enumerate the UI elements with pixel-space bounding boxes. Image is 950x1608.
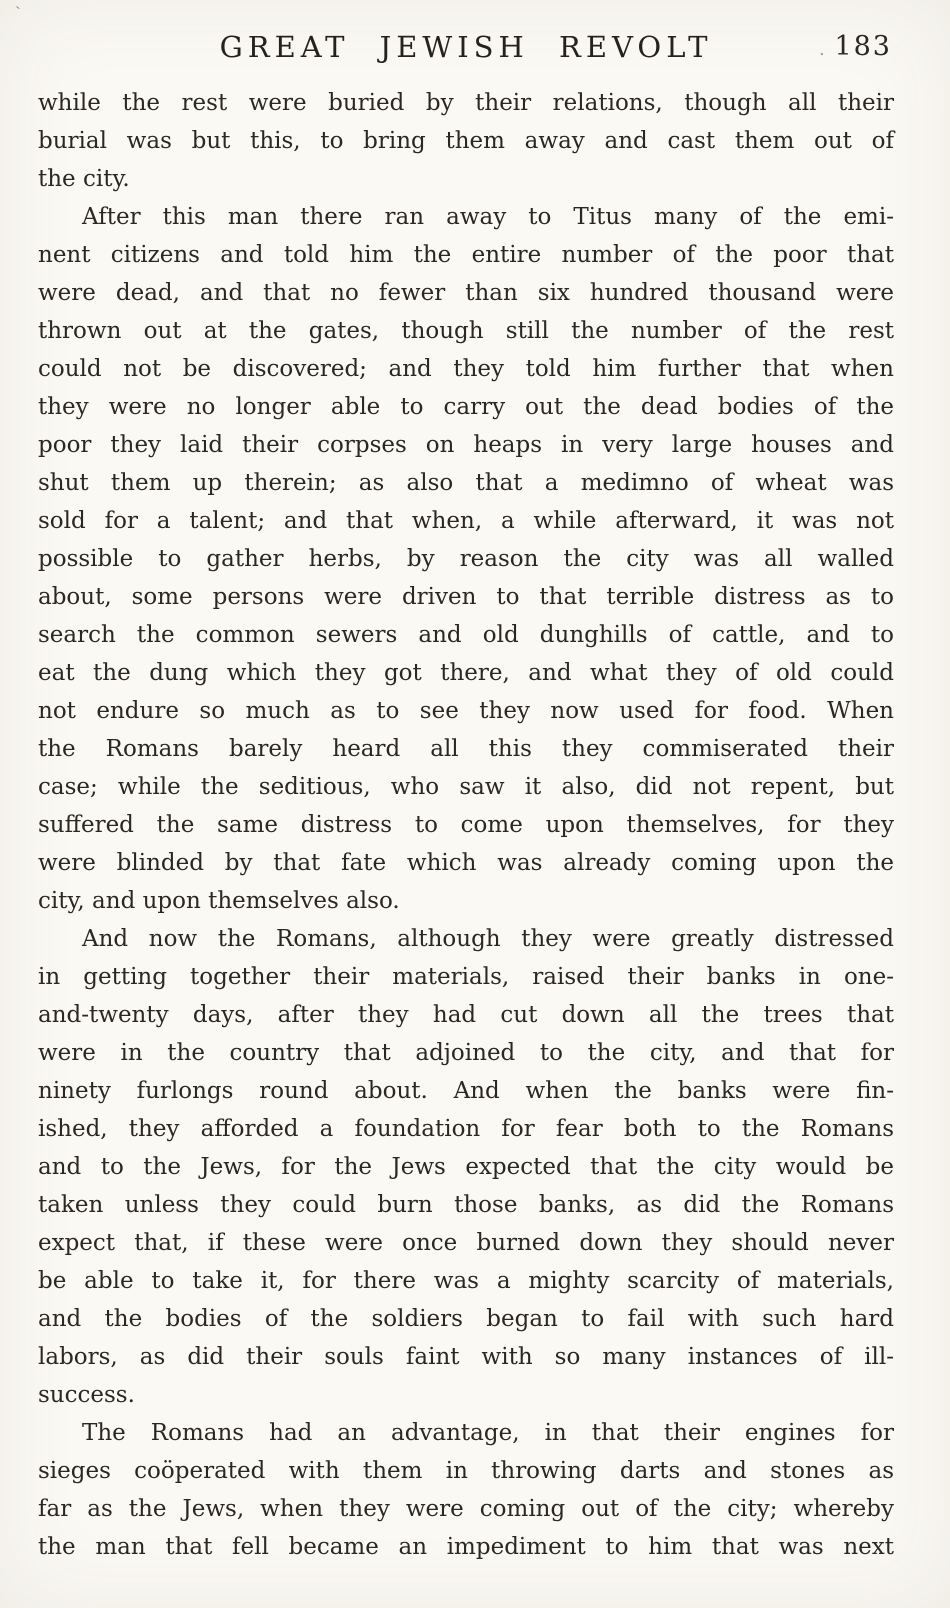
text-line: expect that, if these were once burned down they should never xyxy=(38,1230,894,1256)
text-line: and to the Jews, for the Jews expected that the city would be xyxy=(38,1154,894,1180)
text-line: labors, as did their souls faint with so many instances of ill- xyxy=(38,1344,894,1370)
text-line: about, some persons were driven to that terrible distress as to xyxy=(38,584,894,610)
text-line: The Romans had an advantage, in that their engines for xyxy=(82,1420,894,1446)
text-line: be able to take it, for there was a mighty scarcity of materials, xyxy=(38,1268,894,1294)
text-line: ished, they afforded a foundation for fear both to the Romans xyxy=(38,1116,894,1142)
text-line: the Romans barely heard all this they commiserated their xyxy=(38,736,894,762)
text-line: could not be discovered; and they told him further that when xyxy=(38,356,894,382)
scan-artifact-mark: ` xyxy=(14,3,26,23)
text-line: poor they laid their corpses on heaps in very large houses and xyxy=(38,432,894,458)
text-line: ninety furlongs round about. And when the banks were fin- xyxy=(38,1078,894,1104)
text-line: while the rest were buried by their relations, though all their xyxy=(38,90,894,116)
text-line: nent citizens and told him the entire number of the poor that xyxy=(38,242,894,268)
page-header xyxy=(38,24,894,70)
text-line: eat the dung which they got there, and what they of old could xyxy=(38,660,894,686)
text-line: they were no longer able to carry out the dead bodies of the xyxy=(38,394,894,420)
text-line: thrown out at the gates, though still the number of the rest xyxy=(38,318,894,344)
text-line: the city. xyxy=(38,166,130,192)
paragraph xyxy=(38,84,894,198)
paragraph xyxy=(38,920,894,1414)
text-line: were in the country that adjoined to the city, and that for xyxy=(38,1040,894,1066)
text-block xyxy=(38,84,894,1566)
text-line: sold for a talent; and that when, a while afterward, it was not xyxy=(38,508,894,534)
text-line: in getting together their materials, raised their banks in one- xyxy=(38,964,894,990)
text-line: far as the Jews, when they were coming out of the city; whereby xyxy=(38,1496,894,1522)
text-line: suffered the same distress to come upon themselves, for they xyxy=(38,812,894,838)
text-line: burial was but this, to bring them away and cast them out of xyxy=(38,128,894,154)
text-line: not endure so much as to see they now used for food. When xyxy=(38,698,894,724)
paragraph xyxy=(38,198,894,920)
text-line: were dead, and that no fewer than six hundred thousand were xyxy=(38,280,894,306)
page-number: . 183 xyxy=(819,24,892,73)
text-line: And now the Romans, although they were greatly distressed xyxy=(82,926,894,952)
text-line: were blinded by that fate which was already coming upon the xyxy=(38,850,894,876)
text-line: sieges coöperated with them in throwing darts and stones as xyxy=(38,1458,894,1484)
text-line: After this man there ran away to Titus many of the emi- xyxy=(82,204,894,230)
text-line: taken unless they could burn those banks, as did the Romans xyxy=(38,1192,894,1218)
text-line: the man that fell became an impediment to him that was next xyxy=(38,1534,894,1560)
text-line: and-twenty days, after they had cut down all the trees that xyxy=(38,1002,894,1028)
paragraph xyxy=(38,1414,894,1566)
text-line: and the bodies of the soldiers began to fail with such hard xyxy=(38,1306,894,1332)
text-line: possible to gather herbs, by reason the city was all walled xyxy=(38,546,894,572)
running-head-title: GREAT JEWISH REVOLT xyxy=(219,30,713,64)
text-line: city, and upon themselves also. xyxy=(38,888,400,914)
text-line: shut them up therein; as also that a medimno of wheat was xyxy=(38,470,894,496)
text-line: search the common sewers and old dunghills of cattle, and to xyxy=(38,622,894,648)
text-line: success. xyxy=(38,1382,135,1408)
text-line: case; while the seditious, who saw it also, did not repent, but xyxy=(38,774,894,800)
